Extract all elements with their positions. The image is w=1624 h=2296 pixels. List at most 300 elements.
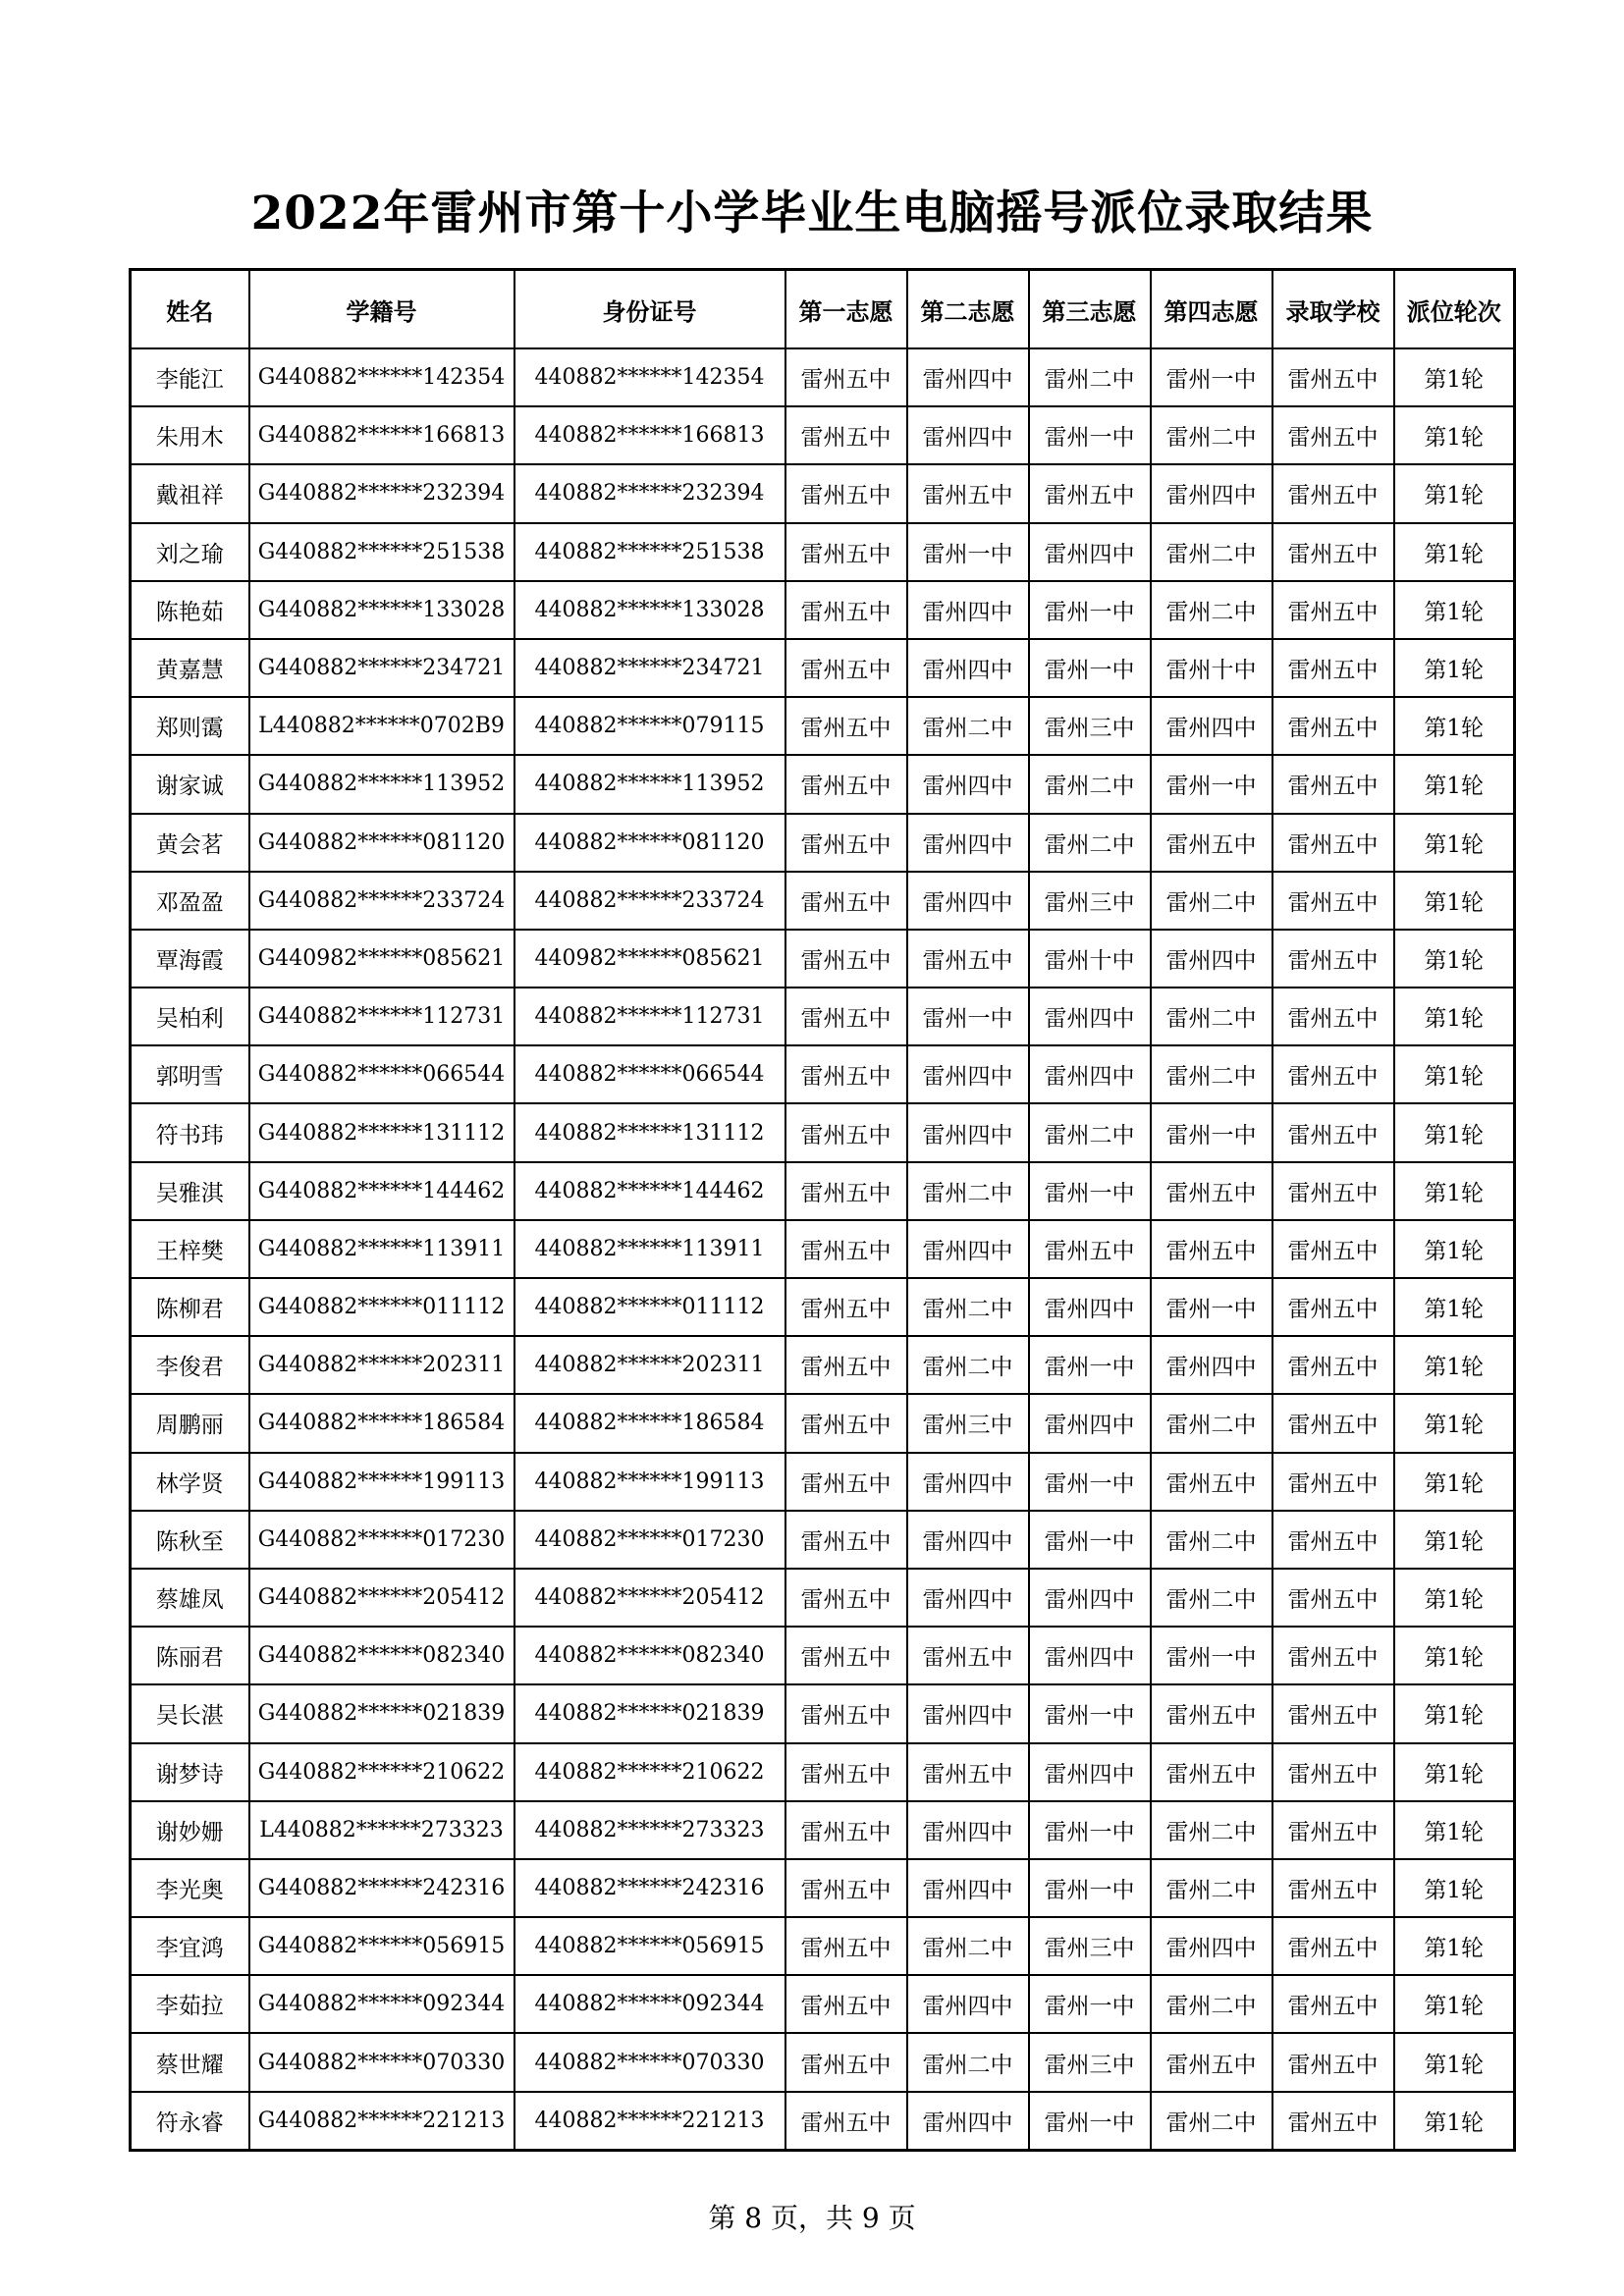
table-row [131,1220,1515,1278]
table-row [131,1103,1515,1161]
cell-choice-1: 雷州五中 [785,814,907,872]
cell-id-card: 440882******092344 [514,1975,785,2033]
cell-choice-4: 雷州四中 [1151,1917,1272,1975]
cell-choice-4: 雷州五中 [1151,1220,1272,1278]
cell-id-card: 440982******085621 [514,930,785,988]
table-row [131,523,1515,581]
table-row [131,1394,1515,1452]
cell-round: 第1轮 [1394,1627,1515,1684]
cell-admitted-school: 雷州五中 [1272,1103,1394,1161]
cell-round: 第1轮 [1394,464,1515,522]
cell-name: 谢家诚 [131,755,249,813]
cell-admitted-school: 雷州五中 [1272,1975,1394,2033]
cell-student-id: G440882******066544 [249,1045,514,1103]
cell-student-id: G440882******082340 [249,1627,514,1684]
cell-student-id: G440882******133028 [249,581,514,639]
cell-choice-3: 雷州四中 [1029,1394,1151,1452]
header-id-card: 身份证号 [514,270,785,349]
cell-student-id: G440882******232394 [249,464,514,522]
cell-choice-3: 雷州四中 [1029,523,1151,581]
cell-student-id: G440882******021839 [249,1684,514,1742]
cell-choice-1: 雷州五中 [785,1859,907,1917]
table-row [131,872,1515,930]
cell-choice-4: 雷州四中 [1151,464,1272,522]
cell-admitted-school: 雷州五中 [1272,1627,1394,1684]
cell-round: 第1轮 [1394,523,1515,581]
cell-id-card: 440882******079115 [514,697,785,755]
cell-choice-1: 雷州五中 [785,1511,907,1569]
cell-choice-2: 雷州四中 [907,639,1029,697]
cell-choice-4: 雷州二中 [1151,1394,1272,1452]
table-row [131,1045,1515,1103]
table-body [131,348,1515,2150]
table-row [131,1627,1515,1684]
cell-choice-4: 雷州二中 [1151,581,1272,639]
cell-id-card: 440882******056915 [514,1917,785,1975]
cell-choice-3: 雷州三中 [1029,2033,1151,2091]
cell-name: 陈柳君 [131,1278,249,1336]
cell-round: 第1轮 [1394,1801,1515,1859]
cell-choice-2: 雷州五中 [907,1627,1029,1684]
cell-admitted-school: 雷州五中 [1272,1684,1394,1742]
cell-round: 第1轮 [1394,697,1515,755]
cell-choice-3: 雷州四中 [1029,1627,1151,1684]
table-header-row [131,270,1515,349]
cell-round: 第1轮 [1394,1859,1515,1917]
cell-choice-3: 雷州四中 [1029,1045,1151,1103]
cell-student-id: G440882******205412 [249,1569,514,1627]
cell-admitted-school: 雷州五中 [1272,814,1394,872]
cell-round: 第1轮 [1394,1975,1515,2033]
cell-choice-1: 雷州五中 [785,581,907,639]
table-row [131,639,1515,697]
cell-id-card: 440882******142354 [514,348,785,406]
cell-choice-4: 雷州一中 [1151,348,1272,406]
table-row [131,1743,1515,1801]
cell-admitted-school: 雷州五中 [1272,1917,1394,1975]
cell-choice-2: 雷州二中 [907,1336,1029,1394]
cell-admitted-school: 雷州五中 [1272,872,1394,930]
table-row [131,814,1515,872]
cell-choice-3: 雷州一中 [1029,1453,1151,1511]
cell-name: 郭明雪 [131,1045,249,1103]
cell-round: 第1轮 [1394,1569,1515,1627]
cell-choice-2: 雷州四中 [907,872,1029,930]
cell-choice-1: 雷州五中 [785,348,907,406]
cell-choice-3: 雷州一中 [1029,639,1151,697]
cell-round: 第1轮 [1394,1917,1515,1975]
header-choice-1: 第一志愿 [785,270,907,349]
cell-round: 第1轮 [1394,872,1515,930]
cell-admitted-school: 雷州五中 [1272,2092,1394,2151]
cell-admitted-school: 雷州五中 [1272,1220,1394,1278]
cell-choice-2: 雷州四中 [907,1453,1029,1511]
table-row [131,697,1515,755]
cell-student-id: G440882******056915 [249,1917,514,1975]
table-row [131,2092,1515,2151]
cell-round: 第1轮 [1394,988,1515,1045]
cell-id-card: 440882******113911 [514,1220,785,1278]
cell-id-card: 440882******021839 [514,1684,785,1742]
cell-round: 第1轮 [1394,1336,1515,1394]
cell-choice-4: 雷州二中 [1151,1569,1272,1627]
cell-choice-1: 雷州五中 [785,1453,907,1511]
cell-round: 第1轮 [1394,1394,1515,1452]
cell-name: 谢梦诗 [131,1743,249,1801]
cell-choice-2: 雷州五中 [907,930,1029,988]
cell-admitted-school: 雷州五中 [1272,755,1394,813]
cell-student-id: G440882******210622 [249,1743,514,1801]
cell-student-id: G440882******112731 [249,988,514,1045]
cell-student-id: G440882******011112 [249,1278,514,1336]
cell-choice-1: 雷州五中 [785,697,907,755]
cell-choice-4: 雷州二中 [1151,872,1272,930]
cell-admitted-school: 雷州五中 [1272,988,1394,1045]
cell-id-card: 440882******210622 [514,1743,785,1801]
results-table [129,268,1516,2152]
cell-name: 黄会茗 [131,814,249,872]
cell-choice-4: 雷州四中 [1151,1336,1272,1394]
cell-choice-3: 雷州二中 [1029,814,1151,872]
table-row [131,348,1515,406]
cell-choice-1: 雷州五中 [785,755,907,813]
cell-choice-1: 雷州五中 [785,1917,907,1975]
cell-student-id: G440882******186584 [249,1394,514,1452]
cell-choice-4: 雷州一中 [1151,755,1272,813]
cell-choice-4: 雷州五中 [1151,2033,1272,2091]
table-row [131,1336,1515,1394]
cell-round: 第1轮 [1394,755,1515,813]
cell-admitted-school: 雷州五中 [1272,1453,1394,1511]
cell-choice-2: 雷州四中 [907,755,1029,813]
cell-choice-3: 雷州二中 [1029,755,1151,813]
cell-choice-1: 雷州五中 [785,406,907,464]
cell-choice-3: 雷州五中 [1029,464,1151,522]
cell-name: 蔡雄凤 [131,1569,249,1627]
table-row [131,1684,1515,1742]
cell-choice-1: 雷州五中 [785,930,907,988]
cell-student-id: G440882******131112 [249,1103,514,1161]
cell-id-card: 440882******273323 [514,1801,785,1859]
cell-choice-3: 雷州三中 [1029,872,1151,930]
cell-choice-3: 雷州四中 [1029,988,1151,1045]
cell-name: 林学贤 [131,1453,249,1511]
cell-student-id: L440882******273323 [249,1801,514,1859]
cell-choice-3: 雷州一中 [1029,1511,1151,1569]
cell-name: 朱用木 [131,406,249,464]
cell-name: 郑则霭 [131,697,249,755]
cell-name: 李光奥 [131,1859,249,1917]
cell-name: 吴柏利 [131,988,249,1045]
cell-name: 吴雅淇 [131,1162,249,1220]
cell-choice-2: 雷州四中 [907,1859,1029,1917]
cell-name: 谢妙姗 [131,1801,249,1859]
cell-choice-1: 雷州五中 [785,1569,907,1627]
cell-student-id: G440882******142354 [249,348,514,406]
cell-choice-2: 雷州四中 [907,581,1029,639]
cell-choice-1: 雷州五中 [785,1975,907,2033]
cell-choice-4: 雷州五中 [1151,1162,1272,1220]
header-admitted-school: 录取学校 [1272,270,1394,349]
header-choice-3: 第三志愿 [1029,270,1151,349]
cell-choice-3: 雷州四中 [1029,1743,1151,1801]
cell-choice-2: 雷州三中 [907,1394,1029,1452]
cell-name: 李俊君 [131,1336,249,1394]
cell-choice-2: 雷州四中 [907,814,1029,872]
table-row [131,2033,1515,2091]
table-row [131,1278,1515,1336]
cell-choice-1: 雷州五中 [785,1103,907,1161]
cell-choice-3: 雷州一中 [1029,1859,1151,1917]
cell-name: 陈丽君 [131,1627,249,1684]
cell-choice-1: 雷州五中 [785,2092,907,2151]
table-row [131,930,1515,988]
cell-choice-4: 雷州二中 [1151,1511,1272,1569]
cell-choice-4: 雷州一中 [1151,1627,1272,1684]
table-row [131,1801,1515,1859]
cell-id-card: 440882******166813 [514,406,785,464]
cell-id-card: 440882******017230 [514,1511,785,1569]
cell-name: 符书玮 [131,1103,249,1161]
cell-round: 第1轮 [1394,348,1515,406]
table-row [131,755,1515,813]
cell-name: 符永睿 [131,2092,249,2151]
cell-choice-2: 雷州二中 [907,2033,1029,2091]
cell-choice-1: 雷州五中 [785,988,907,1045]
cell-choice-3: 雷州三中 [1029,697,1151,755]
cell-round: 第1轮 [1394,406,1515,464]
cell-id-card: 440882******233724 [514,872,785,930]
cell-choice-4: 雷州二中 [1151,1859,1272,1917]
cell-choice-2: 雷州二中 [907,697,1029,755]
table-row [131,464,1515,522]
header-student-id: 学籍号 [249,270,514,349]
cell-choice-4: 雷州一中 [1151,1103,1272,1161]
cell-choice-4: 雷州二中 [1151,1975,1272,2033]
cell-choice-3: 雷州二中 [1029,1103,1151,1161]
cell-student-id: G440882******113952 [249,755,514,813]
header-choice-2: 第二志愿 [907,270,1029,349]
cell-name: 邓盈盈 [131,872,249,930]
cell-choice-1: 雷州五中 [785,2033,907,2091]
cell-choice-2: 雷州二中 [907,1917,1029,1975]
cell-choice-1: 雷州五中 [785,1045,907,1103]
cell-round: 第1轮 [1394,639,1515,697]
cell-id-card: 440882******242316 [514,1859,785,1917]
cell-name: 陈秋至 [131,1511,249,1569]
cell-choice-4: 雷州十中 [1151,639,1272,697]
cell-choice-3: 雷州五中 [1029,1220,1151,1278]
cell-choice-1: 雷州五中 [785,1220,907,1278]
cell-choice-4: 雷州五中 [1151,1684,1272,1742]
cell-id-card: 440882******081120 [514,814,785,872]
table-row [131,1162,1515,1220]
cell-choice-1: 雷州五中 [785,872,907,930]
cell-student-id: G440882******081120 [249,814,514,872]
cell-id-card: 440882******234721 [514,639,785,697]
cell-choice-2: 雷州一中 [907,988,1029,1045]
cell-choice-1: 雷州五中 [785,1278,907,1336]
cell-choice-4: 雷州五中 [1151,814,1272,872]
cell-name: 刘之瑜 [131,523,249,581]
cell-name: 黄嘉慧 [131,639,249,697]
cell-admitted-school: 雷州五中 [1272,1162,1394,1220]
cell-choice-4: 雷州二中 [1151,523,1272,581]
cell-round: 第1轮 [1394,2092,1515,2151]
cell-choice-3: 雷州一中 [1029,2092,1151,2151]
cell-id-card: 440882******205412 [514,1569,785,1627]
cell-id-card: 440882******221213 [514,2092,785,2151]
cell-choice-4: 雷州五中 [1151,1743,1272,1801]
cell-choice-1: 雷州五中 [785,523,907,581]
cell-choice-4: 雷州二中 [1151,1801,1272,1859]
header-name: 姓名 [131,270,249,349]
table-row [131,406,1515,464]
cell-choice-4: 雷州二中 [1151,2092,1272,2151]
cell-name: 覃海霞 [131,930,249,988]
cell-student-id: G440882******251538 [249,523,514,581]
cell-admitted-school: 雷州五中 [1272,1278,1394,1336]
cell-choice-3: 雷州一中 [1029,1975,1151,2033]
cell-round: 第1轮 [1394,1278,1515,1336]
cell-id-card: 440882******066544 [514,1045,785,1103]
cell-choice-2: 雷州四中 [907,2092,1029,2151]
cell-choice-3: 雷州四中 [1029,1278,1151,1336]
cell-id-card: 440882******202311 [514,1336,785,1394]
cell-student-id: G440882******017230 [249,1511,514,1569]
cell-admitted-school: 雷州五中 [1272,581,1394,639]
cell-name: 李茹拉 [131,1975,249,2033]
table-row [131,1917,1515,1975]
cell-choice-1: 雷州五中 [785,1162,907,1220]
cell-choice-2: 雷州二中 [907,1278,1029,1336]
cell-choice-4: 雷州四中 [1151,697,1272,755]
cell-id-card: 440882******133028 [514,581,785,639]
cell-name: 李宜鸿 [131,1917,249,1975]
cell-choice-2: 雷州四中 [907,348,1029,406]
header-round: 派位轮次 [1394,270,1515,349]
cell-choice-2: 雷州四中 [907,1511,1029,1569]
cell-choice-4: 雷州二中 [1151,406,1272,464]
cell-choice-2: 雷州五中 [907,1743,1029,1801]
cell-choice-3: 雷州一中 [1029,406,1151,464]
cell-student-id: G440882******166813 [249,406,514,464]
cell-round: 第1轮 [1394,930,1515,988]
cell-choice-2: 雷州二中 [907,1162,1029,1220]
cell-choice-3: 雷州十中 [1029,930,1151,988]
cell-choice-3: 雷州一中 [1029,1684,1151,1742]
cell-admitted-school: 雷州五中 [1272,1743,1394,1801]
cell-admitted-school: 雷州五中 [1272,1045,1394,1103]
cell-name: 李能江 [131,348,249,406]
cell-student-id: G440882******234721 [249,639,514,697]
cell-admitted-school: 雷州五中 [1272,464,1394,522]
cell-id-card: 440882******070330 [514,2033,785,2091]
cell-round: 第1轮 [1394,1743,1515,1801]
table-row [131,1859,1515,1917]
cell-name: 蔡世耀 [131,2033,249,2091]
table-row [131,1511,1515,1569]
cell-id-card: 440882******131112 [514,1103,785,1161]
cell-choice-1: 雷州五中 [785,1394,907,1452]
cell-name: 吴长湛 [131,1684,249,1742]
cell-choice-1: 雷州五中 [785,1801,907,1859]
cell-student-id: G440882******202311 [249,1336,514,1394]
cell-name: 戴祖祥 [131,464,249,522]
cell-choice-4: 雷州五中 [1151,1453,1272,1511]
page-title: 2022年雷州市第十小学毕业生电脑摇号派位录取结果 [250,187,1374,240]
cell-choice-2: 雷州四中 [907,1975,1029,2033]
cell-id-card: 440882******113952 [514,755,785,813]
cell-student-id: G440882******070330 [249,2033,514,2091]
cell-round: 第1轮 [1394,2033,1515,2091]
table-row [131,581,1515,639]
cell-round: 第1轮 [1394,1453,1515,1511]
cell-id-card: 440882******144462 [514,1162,785,1220]
cell-choice-2: 雷州四中 [907,1569,1029,1627]
cell-admitted-school: 雷州五中 [1272,406,1394,464]
cell-round: 第1轮 [1394,1045,1515,1103]
table-row [131,1975,1515,2033]
cell-student-id: G440882******144462 [249,1162,514,1220]
cell-admitted-school: 雷州五中 [1272,2033,1394,2091]
cell-admitted-school: 雷州五中 [1272,930,1394,988]
cell-choice-1: 雷州五中 [785,464,907,522]
cell-choice-2: 雷州五中 [907,464,1029,522]
cell-round: 第1轮 [1394,1511,1515,1569]
cell-admitted-school: 雷州五中 [1272,1336,1394,1394]
cell-round: 第1轮 [1394,814,1515,872]
cell-round: 第1轮 [1394,1684,1515,1742]
cell-id-card: 440882******199113 [514,1453,785,1511]
cell-student-id: G440882******233724 [249,872,514,930]
cell-choice-3: 雷州一中 [1029,1801,1151,1859]
cell-student-id: G440882******242316 [249,1859,514,1917]
table-row [131,1569,1515,1627]
cell-id-card: 440882******232394 [514,464,785,522]
cell-admitted-school: 雷州五中 [1272,348,1394,406]
header-choice-4: 第四志愿 [1151,270,1272,349]
cell-student-id: G440882******199113 [249,1453,514,1511]
cell-choice-2: 雷州四中 [907,1684,1029,1742]
cell-choice-4: 雷州一中 [1151,1278,1272,1336]
cell-student-id: G440882******092344 [249,1975,514,2033]
cell-round: 第1轮 [1394,1103,1515,1161]
cell-choice-2: 雷州四中 [907,1801,1029,1859]
page-footer: 第 8 页，共 9 页 [708,2202,916,2234]
cell-admitted-school: 雷州五中 [1272,523,1394,581]
cell-student-id: G440882******113911 [249,1220,514,1278]
cell-choice-3: 雷州一中 [1029,1336,1151,1394]
cell-choice-3: 雷州四中 [1029,1569,1151,1627]
cell-id-card: 440882******082340 [514,1627,785,1684]
cell-admitted-school: 雷州五中 [1272,639,1394,697]
cell-student-id: L440882******0702B9 [249,697,514,755]
cell-choice-1: 雷州五中 [785,1627,907,1684]
cell-choice-1: 雷州五中 [785,1684,907,1742]
cell-choice-2: 雷州一中 [907,523,1029,581]
cell-choice-3: 雷州一中 [1029,1162,1151,1220]
cell-admitted-school: 雷州五中 [1272,1569,1394,1627]
cell-id-card: 440882******186584 [514,1394,785,1452]
cell-choice-3: 雷州一中 [1029,581,1151,639]
cell-admitted-school: 雷州五中 [1272,1394,1394,1452]
cell-id-card: 440882******251538 [514,523,785,581]
table-row [131,988,1515,1045]
cell-id-card: 440882******011112 [514,1278,785,1336]
cell-id-card: 440882******112731 [514,988,785,1045]
cell-choice-4: 雷州二中 [1151,1045,1272,1103]
